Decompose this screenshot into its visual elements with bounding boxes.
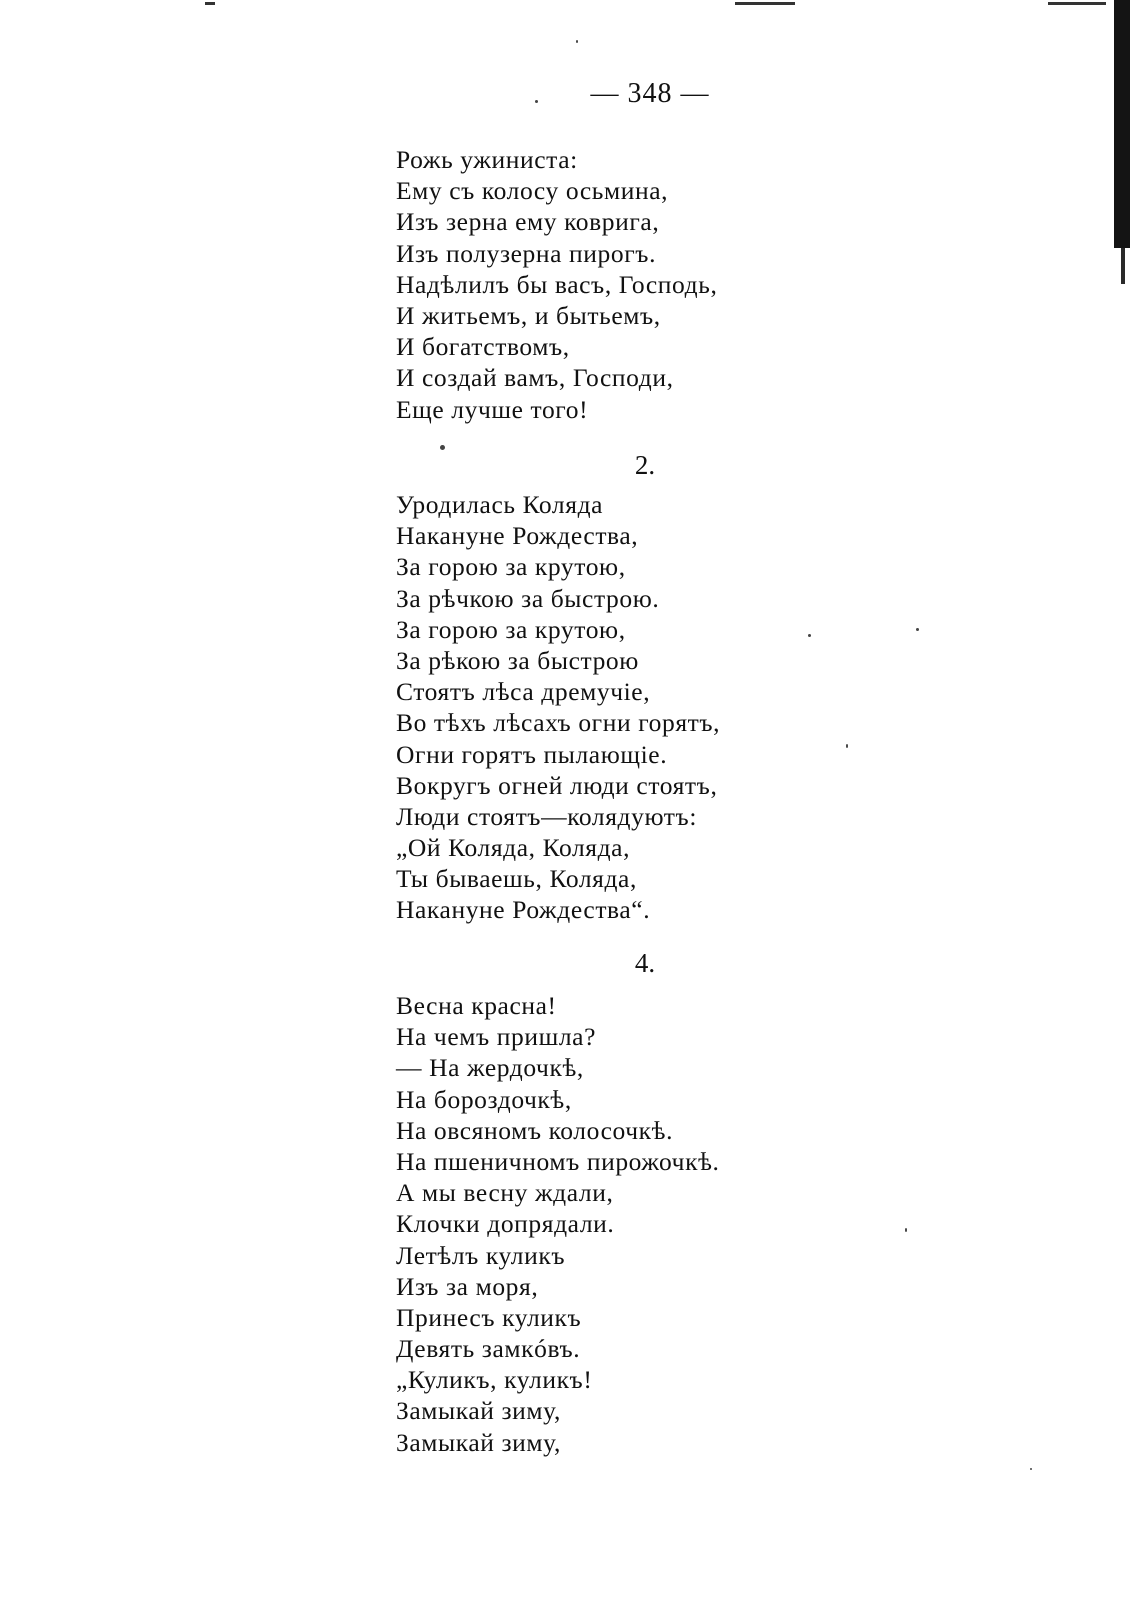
verse-line: Девять замкóвъ. [396, 1334, 581, 1364]
verse-line: Клочки допрядали. [396, 1209, 615, 1239]
verse-line: На чемъ пришла? [396, 1022, 596, 1052]
verse-line: „Куликъ, куликъ! [396, 1365, 593, 1395]
verse-line: Рожь ужиниста: [396, 145, 578, 174]
verse-line: Огни горятъ пылающіе. [396, 739, 668, 769]
scan-top-mark [735, 2, 795, 5]
verse-line: За рѣчкою за быстрою. [396, 583, 660, 613]
verse-line: — На жердочкѣ, [396, 1053, 584, 1083]
verse-line: Накануне Рождества“. [396, 895, 651, 925]
page-number: — 348 — [590, 78, 710, 109]
scan-edge-shadow [1114, 0, 1130, 248]
verse-line: Люди стоятъ—колядуютъ: [396, 801, 698, 831]
verse-line: И богатствомъ, [396, 332, 570, 362]
verse-line: Еще лучше того! [396, 394, 589, 424]
verse-line: Изъ зерна ему коврига, [396, 207, 660, 237]
ink-speck [916, 628, 919, 631]
stanza-4 [396, 990, 720, 1458]
ink-speck [846, 744, 848, 748]
verse-line: За рѣкою за быстрою [396, 645, 639, 675]
verse-line: Вокругъ огней люди стоятъ, [396, 770, 718, 800]
stanza-1 [396, 144, 717, 425]
verse-line: Надѣлилъ бы васъ, Господь, [396, 269, 718, 299]
verse-line: Изъ полузерна пирогъ. [396, 238, 657, 268]
verse-line: А мы весну ждали, [396, 1178, 614, 1208]
verse-line: Ты бываешь, Коляда, [396, 864, 637, 894]
verse-line: Принесъ куликъ [396, 1302, 582, 1332]
scan-top-mark [205, 2, 215, 5]
verse-line: Летѣлъ куликъ [396, 1240, 566, 1270]
ink-speck [905, 1228, 907, 1232]
verse-line: Накануне Рождества, [396, 521, 639, 551]
verse-line: За горою за крутою, [396, 552, 626, 582]
ink-speck [808, 634, 811, 637]
verse-line: Изъ за моря, [396, 1271, 539, 1301]
verse-line: Во тѣхъ лѣсахъ огни горятъ, [396, 708, 721, 738]
ink-speck [576, 40, 578, 43]
ink-speck [440, 445, 445, 450]
stanza-number: 2. [634, 450, 656, 480]
verse-line: За горою за крутою, [396, 614, 626, 644]
verse-line: Замыкай зиму, [396, 1427, 561, 1457]
scan-edge-shadow-tail [1121, 248, 1125, 284]
verse-line: Стоятъ лѣса дремучіе, [396, 677, 651, 707]
ink-speck [1030, 1468, 1032, 1470]
verse-line: На овсяномъ колосочкѣ. [396, 1115, 674, 1145]
stanza-number: 4. [634, 948, 656, 978]
verse-line: „Ой Коляда, Коляда, [396, 833, 631, 863]
verse-line: Весна красна! [396, 991, 557, 1020]
verse-line: И житьемъ, и бытьемъ, [396, 300, 661, 330]
verse-line: На бороздочкѣ, [396, 1084, 572, 1114]
verse-line: Замыкай зиму, [396, 1396, 561, 1426]
stanza-2 [396, 489, 720, 926]
verse-line: Ему съ колосу осьмина, [396, 176, 669, 206]
ink-speck [535, 100, 538, 103]
scan-top-mark [1048, 2, 1106, 5]
verse-line: Уродилась Коляда [396, 490, 604, 519]
verse-line: На пшеничномъ пирожочкѣ. [396, 1146, 720, 1176]
verse-line: И создай вамъ, Господи, [396, 363, 674, 393]
